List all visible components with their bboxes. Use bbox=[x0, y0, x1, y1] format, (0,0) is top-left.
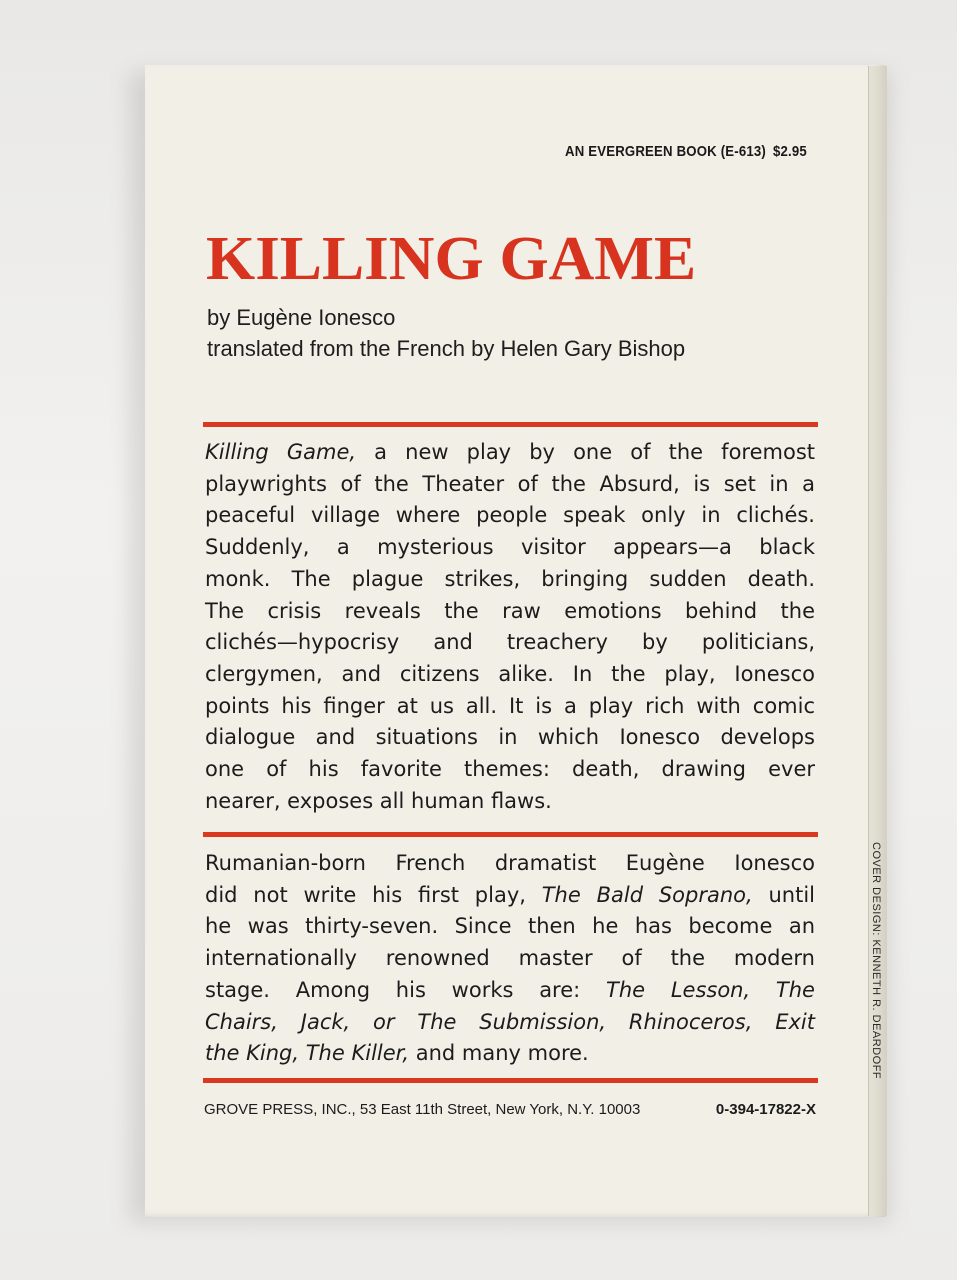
line-text: Rumanian-born French dramatist Eugène Ionesco bbox=[205, 851, 815, 875]
line-text: he was thirty-seven. Since then he has become an bbox=[205, 914, 815, 939]
line-text: points his finger at us all. It is a play rich with comic bbox=[205, 693, 815, 718]
isbn: 0-394-17822-X bbox=[715, 1101, 816, 1118]
red-rule-top bbox=[203, 422, 818, 427]
red-rule-middle bbox=[203, 832, 818, 837]
line-text: clichés—hypocrisy and treachery by politicians, bbox=[205, 630, 815, 655]
blurb-line bbox=[205, 596, 815, 628]
blurb-line bbox=[205, 437, 815, 469]
cover-design-credit: COVER DESIGN: KENNETH R. DEARDOFF bbox=[870, 842, 882, 1080]
line-text: one of his favorite themes: death, drawing ever bbox=[205, 757, 815, 782]
line-text: The crisis reveals the raw emotions behind the bbox=[205, 598, 815, 623]
blurb-line bbox=[205, 754, 815, 786]
publisher-address: GROVE PRESS, INC., 53 East 11th Street, New York, N.Y. 10003 bbox=[204, 1101, 641, 1118]
blurb-line bbox=[205, 722, 815, 754]
book-title: KILLING GAME bbox=[206, 225, 697, 293]
line-text: monk. The plague strikes, bringing sudden death. bbox=[205, 566, 815, 591]
blurb-line bbox=[205, 469, 815, 501]
line-text: nearer, exposes all human flaws. bbox=[205, 788, 552, 813]
italic-title: Killing Game, bbox=[205, 440, 357, 464]
line-text: stage. Among his works are: bbox=[205, 977, 606, 1002]
italic-title: The Bald Soprano, bbox=[541, 882, 753, 907]
author-line: by Eugène Ionesco bbox=[207, 305, 396, 330]
line-text: did not write his first play, bbox=[205, 882, 542, 907]
author-bio-paragraph bbox=[205, 848, 815, 1070]
line-text: internationally renowned master of the modern bbox=[205, 946, 815, 971]
italic-title: Chairs, Jack, or The Submission, Rhinoceros, Exit bbox=[205, 1009, 815, 1034]
description-paragraph bbox=[205, 437, 815, 817]
price: $2.95 bbox=[773, 143, 807, 160]
blurb-line bbox=[205, 500, 815, 532]
red-rule-bottom bbox=[203, 1078, 818, 1083]
translator-line: translated from the French by Helen Gary Bishop bbox=[207, 336, 686, 361]
line-text: until bbox=[752, 882, 815, 907]
blurb-line bbox=[205, 564, 815, 596]
blurb-line bbox=[205, 786, 815, 818]
line-text: clergymen, and citizens alike. In the play, Ionesco bbox=[205, 661, 815, 686]
bio-line bbox=[205, 943, 815, 975]
blurb-line bbox=[205, 532, 815, 564]
bio-line bbox=[205, 1007, 815, 1039]
bio-line bbox=[205, 1038, 815, 1070]
series-and-price bbox=[558, 143, 807, 160]
bio-line bbox=[205, 911, 815, 943]
bio-line bbox=[205, 880, 815, 912]
line-text: and many more. bbox=[409, 1041, 589, 1066]
line-text: a new play by one of the foremost bbox=[356, 440, 815, 464]
bio-line bbox=[205, 848, 815, 880]
line-text: peaceful village where people speak only in clichés. bbox=[205, 503, 815, 528]
line-text: Suddenly, a mysterious visitor appears—a black bbox=[205, 535, 815, 560]
series-label: AN EVERGREEN BOOK (E-613) bbox=[565, 143, 767, 160]
italic-title: The Lesson, The bbox=[606, 977, 815, 1002]
blurb-line bbox=[205, 659, 815, 691]
blurb-line bbox=[205, 627, 815, 659]
line-text: playwrights of the Theater of the Absurd, is set in a bbox=[205, 471, 815, 496]
publisher-footer bbox=[204, 1101, 816, 1118]
blurb-line bbox=[205, 691, 815, 723]
line-text: dialogue and situations in which Ionesco develops bbox=[205, 725, 815, 750]
italic-title: the King, The Killer, bbox=[205, 1041, 410, 1066]
byline bbox=[207, 302, 685, 364]
bio-line bbox=[205, 975, 815, 1007]
